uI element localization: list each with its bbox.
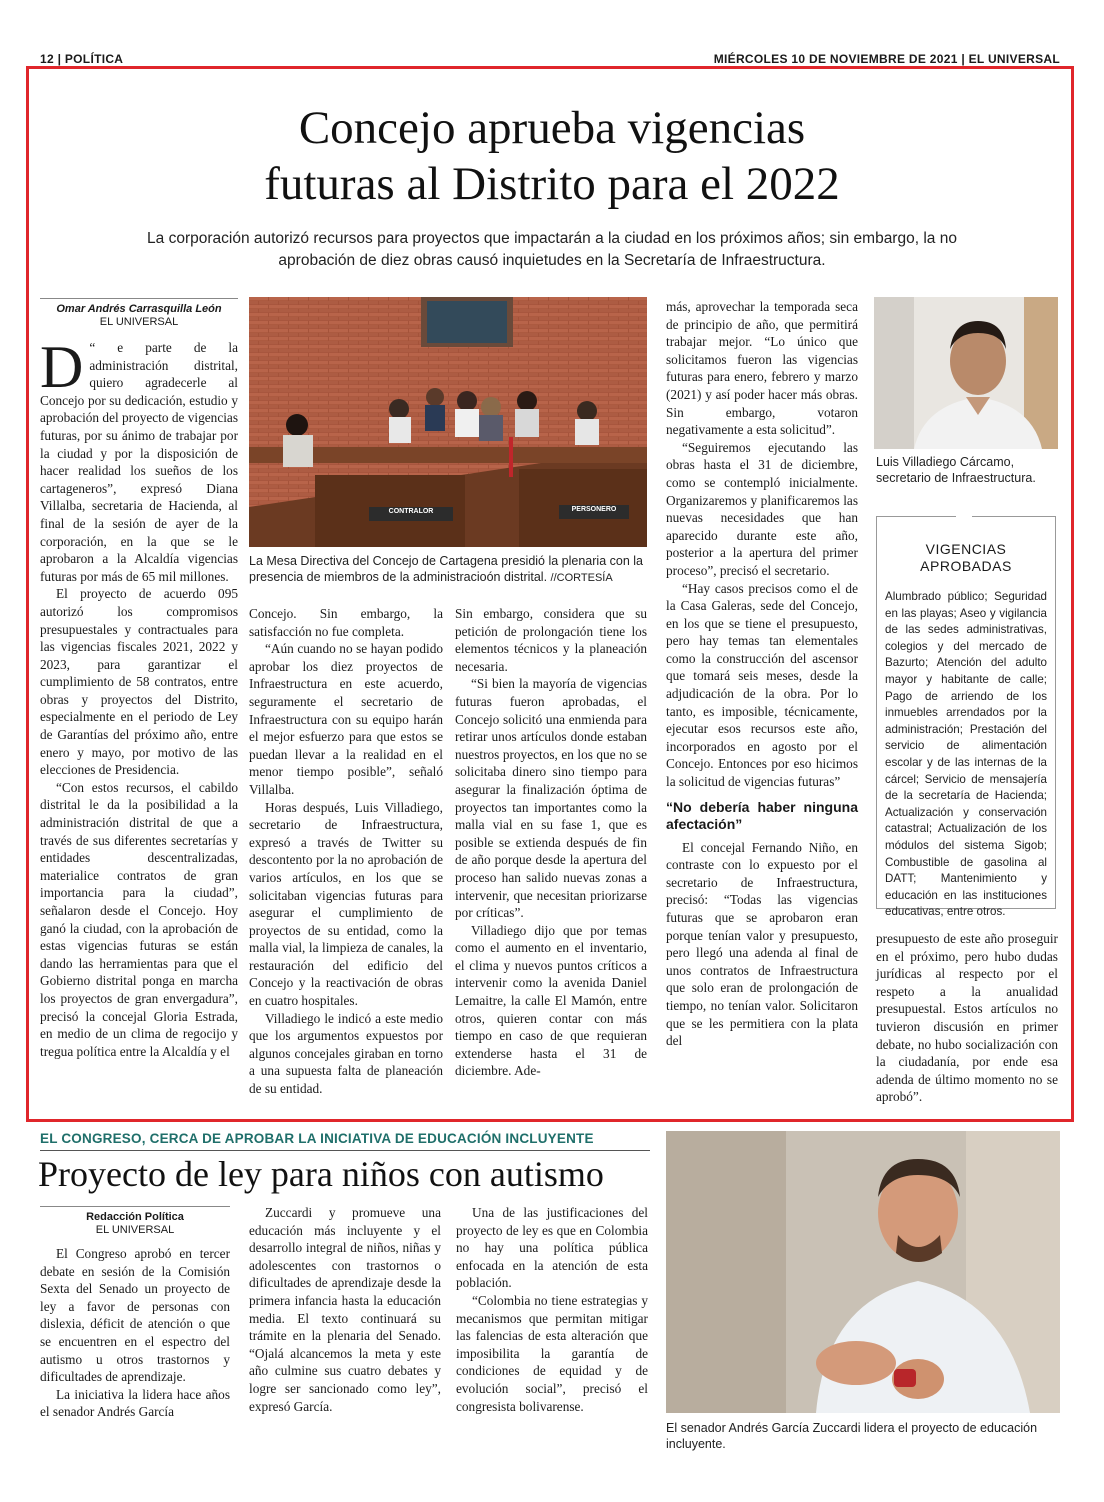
paragraph: “Aún cuando no se hayan podido aprobar los diez proyectos de Infraestructura en este acuerdo, seguramente el secretario de Infraestructura con su equipo harán el mejor esfuerzo para que estos se puedan llevar a la realidad en el menor tiempo posible”, señaló Villalba.: [249, 641, 443, 797]
paragraph: Concejo. Sin embargo, la satisfacción no fue completa.: [249, 606, 443, 639]
council-photo: [249, 297, 647, 547]
paragraph: D “ e parte de la administración distrital, quiero agradecerle al Concejo por su dedicación, estudio y aprobación del proyecto de vigencias futuras, por su ánimo de trabajar por la ciudad y por la disposición de hacer realidad los sueños de los cartageneros”, expresó Diana Villalba, secretaria de Hacienda, al final de la sesión de ayer de la corporación, en la que se le aprobaron a la Alcaldía vigencias futuras por más de 65 mil millones.: [40, 334, 238, 584]
drop-cap: D: [40, 334, 84, 400]
senator-photo-caption: El senador Andrés García Zuccardi lidera el proyecto de educación incluyente.: [666, 1421, 1038, 1451]
paragraph: La iniciativa la lidera hace años el senador Andrés García: [40, 1386, 230, 1420]
paragraph: Horas después, Luis Villadiego, secretario de Infraestructura, expresó a través de Twitter su descontento por la no aprobación de varios artículos, en los que se solicitaban vigencias futuras para asegurar el cumplimiento de proyectos de su entidad, como la malla vial, la limpieza de canales, la restauración del edificio del Concejo y la reactivación de obras en cuatro hospitales.: [249, 799, 443, 1009]
sidebar-title: VIGENCIAS APROBADAS: [920, 541, 1012, 574]
paragraph: Villadiego le indicó a este medio que los argumentos expuestos por algunos concejales giraban en torno a una supuesta falta de planeación de su entidad.: [249, 1010, 443, 1097]
article-column-3: [455, 605, 647, 1080]
article2-kicker: EL CONGRESO, CERCA DE APROBAR LA INICIATIVA DE EDUCACIÓN INCLUYENTE: [40, 1131, 594, 1146]
photo-caption: La Mesa Directiva del Concejo de Cartagena presidió la plenaria con la presencia de miembros de la administracioón distrital. //CORTESÍA: [249, 554, 643, 584]
sidebar-box: [876, 516, 1056, 919]
sidebar-notch: [956, 510, 972, 522]
paragraph: “Seguiremos ejecutando las obras hasta el 31 de diciembre, como se contempló inicialmente. Organizaremos y planificaremos las nuevas necesidades que han aparecido durante este año, posterior a la apertura del primer proceso”, precisó el secretario.: [666, 439, 858, 578]
paragraph: presupuesto de este año proseguir en el próximo, pero hubo dudas jurídicas al respecto por el respeto a la anualidad presupuestal. Estos artículos no tuvieron discusión en primer debate, no hubo socialización con la ciudadanía, por ende esa adenda de último momento no se aprobó”.: [876, 931, 1058, 1105]
paragraph: “Colombia no tiene estrategias y mecanismos que permitan mitigar las falencias de esta alteración que imposibilita la garantía de condiciones de equidad y de evolución social”, precisó el congresista bolivarense.: [456, 1292, 648, 1414]
paragraph: “Si bien la mayoría de vigencias futuras fueron aprobadas, el Concejo solicitó una enmienda para retirar unos artículos donde estaban nuestros proyectos, en los que no se solicitaba dinero sino tiempo para asegurar la finalización óptima de proyectos tan importantes como la malla vial en su fase 1, que es posible se extienda después de fin de año porque desde la apertura del proceso han salido nuevas zonas a intervenir, que necesitan priorizarse por críticas”.: [455, 676, 647, 921]
section-subhead: “No debería haber ninguna afectación”: [666, 798, 858, 832]
article2-column-1: [40, 1206, 230, 1421]
byline-outlet: EL UNIVERSAL: [99, 316, 179, 328]
paragraph: “Con estos recursos, el cabildo distrital le da la posibilidad a la administración distrital de que a través de sus diferentes secretarías y entidades descentralizadas, materialice contratos de gran importancia para la ciudad”, señalaron desde el Concejo. Hoy ganó la ciudad, con la aprobación de estas vigencias futuras se están dando las herramientas para que el Gobierno distrital ponga en marcha los proyectos de gran envergadura”, precisó la concejal Gloria Estrada, en medio de un clima de regocijo y tregua política entre la Alcaldía y el: [40, 779, 238, 1059]
paragraph: Sin embargo, considera que su petición de prolongación tiene los elementos técnicos y la planeación necesaria.: [455, 606, 647, 674]
nameplate-personero: PERSONERO: [571, 506, 617, 513]
byline-name: Redacción Política: [86, 1211, 184, 1223]
paragraph: El proyecto de acuerdo 095 autorizó los compromisos presupuestales y contractuales para las vigencias fiscales 2021, 2022 y 2023, para garantizar el cumplimiento de 58 contratos, entre obras y proyectos del Distrito, especialmente en el periodo de Ley de Garantías del próximo año, entre enero y mayo, por motivo de las elecciones de Presidencia.: [40, 586, 238, 778]
paragraph: Zuccardi y promueve una educación más incluyente y el desarrollo integral de niños, niñas y adolescentes con trastornos o dificultades de aprendizaje desde la primera infancia hasta la educación media. El texto continuará su trámite en la plenaria del Senado. “Ojalá alcancemos la meta y este año culmine sus cuatro debates y logre ser sancionado como ley”, expresó García.: [249, 1205, 441, 1414]
byline-rule: [40, 298, 238, 299]
sidebar-body: Alumbrado público; Seguridad en las playas; Aseo y vigilancia de las sedes administrativas, colegios y del mercado de Bazurto; Atención del adulto mayor y habitante de calle; Pago de arriendo de los inmuebles arrendados por la administración; Prestación del servicio de alimentación escolar y de las internas de la cárcel; Servicio de mensajería de la secretaría de Hacienda; Actualización y conservación catastral; Actualización de los módulos del sistema Sigob; Combustible de gasolina al DATT; Mantenimiento y educación en las instituciones educativas, entre otros.: [885, 590, 1047, 919]
article2-column-2: [249, 1204, 441, 1415]
article2-column-3: [456, 1204, 648, 1415]
paragraph: El Congreso aprobó en tercer debate en sesión de la Comisión Sexta del Senado un proyecto de ley a favor de personas con dislexia, déficit de atención o que se encuentren en el espectro del autismo u otros trastornos y dificultades de aprendizaje.: [40, 1246, 230, 1385]
page-folio-section: 12 | POLÍTICA: [40, 52, 124, 66]
article-deck: La corporación autorizó recursos para proyectos que impactarán a la ciudad en los próximos años; sin embargo, la no aprobación de diez obras causó inquietudes en la Secretaría de Infraestructura.: [147, 230, 957, 269]
paragraph: El concejal Fernando Niño, en contraste con lo expuesto por el secretario de Infraestructura, precisó: “Todas las vigencias futuras que se aprobaron eran porque tenían valor y presupuesto, pero llegó una adenda al final de unos contratos de Infraestructura que solo eran de prolongación de tiempo, no tenían valor. Solicitaron que se les permitiera con la plata del: [666, 839, 858, 1049]
portrait-caption: Luis Villadiego Cárcamo, secretario de Infraestructura.: [876, 455, 1036, 485]
official-portrait-image: [874, 297, 1058, 449]
portrait-photo: [874, 297, 1058, 449]
article-column-5: [876, 930, 1058, 1106]
byline-outlet: EL UNIVERSAL: [95, 1224, 175, 1236]
paragraph: más, aprovechar la temporada seca de principio de año, que permitirá trabajar mejor. “Lo único que solicitamos fueron las vigencias futuras para enero, febrero y marzo (2021) y así poder hacer más obras. Sin embargo, votaron negativamente a esta solicitud”.: [666, 299, 858, 438]
paragraph: Villadiego dijo que por temas como el aumento en el inventario, el clima y nuevos puntos críticos a intervenir como la avenida Daniel Lemaitre, la calle El Mamón, entre otros, quieren contar con más tiempo en caso de que requieran extenderse hasta el 31 de diciembre. Ade-: [455, 922, 647, 1079]
article-column-2: [249, 605, 443, 1098]
byline-rule: [40, 1206, 230, 1207]
nameplate-contralor: CONTRALOR: [388, 508, 434, 515]
article2-headline: Proyecto de ley para niños con autismo: [38, 1154, 604, 1194]
byline-name: Omar Andrés Carrasquilla León: [56, 303, 222, 315]
senator-image: [666, 1131, 1060, 1413]
kicker-rule: [40, 1150, 650, 1151]
page-folio-date: MIÉRCOLES 10 DE NOVIEMBRE DE 2021 | EL UNIVERSAL: [713, 52, 1060, 66]
article-column-1: [40, 298, 238, 1060]
paragraph: Una de las justificaciones del proyecto de ley es que en Colombia no hay una política pública enfocada en la atención de esta población.: [456, 1205, 648, 1291]
photo-credit: //CORTESÍA: [550, 572, 613, 584]
byline: [40, 303, 238, 329]
article-headline: [40, 100, 1064, 212]
senator-photo: [666, 1131, 1060, 1413]
headline-line-1: Concejo aprueba vigencias: [298, 102, 806, 154]
article-column-4: [666, 298, 858, 1050]
byline: [40, 1211, 230, 1237]
headline-line-2: futuras al Distrito para el 2022: [264, 158, 840, 210]
paragraph: “Hay casos precisos como el de la Casa Galeras, sede del Concejo, en los que se tiene el presupuesto, pero hay temas tan elementales como la construcción del ascensor que tomará seis meses, desde la adjudicación de la obra. Por lo tanto, es imposible, técnicamente, ejecutar esos recursos este año, incorporados en agosto por el Concejo. Entonces por eso hicimos la solicitud de vigencias futuras”: [666, 580, 858, 790]
